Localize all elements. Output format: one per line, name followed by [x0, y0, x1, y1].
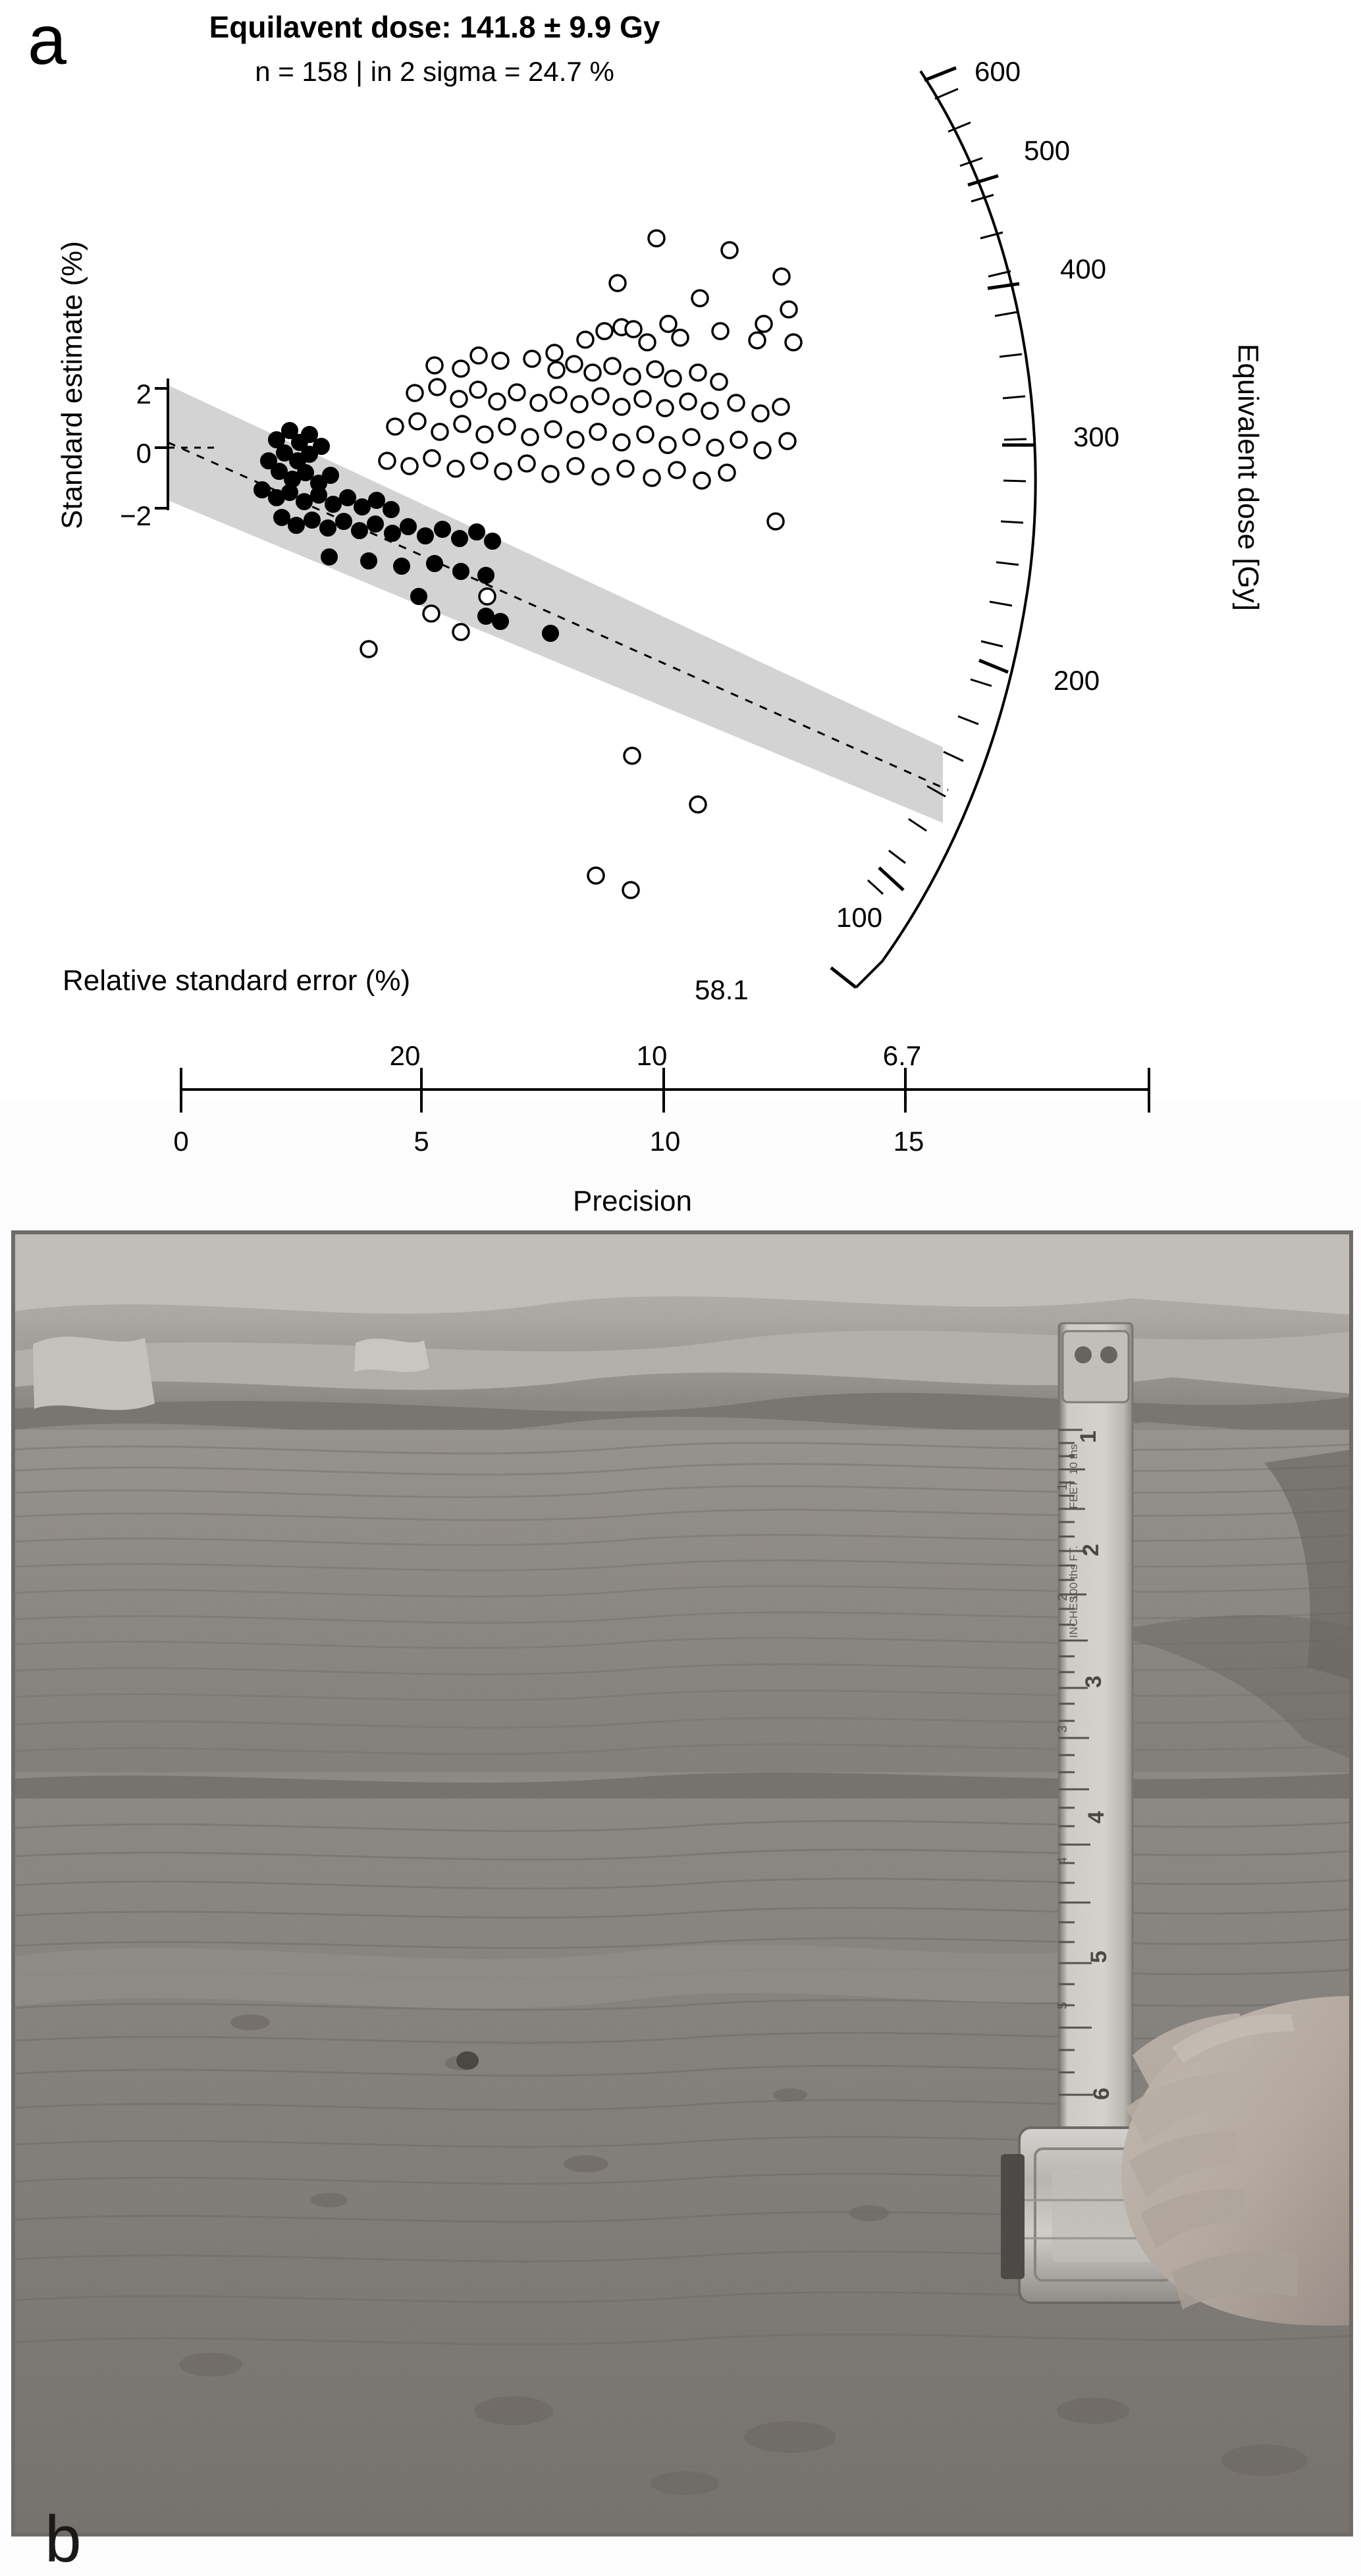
dose-axis-arc [856, 71, 1036, 987]
dose-label-400: 400 [1060, 253, 1107, 284]
svg-text:4: 4 [1055, 1856, 1070, 1864]
precision-tick-label-10: 10 [649, 1126, 681, 1157]
svg-text:5: 5 [1055, 2001, 1070, 2009]
svg-text:4: 4 [1084, 1811, 1109, 1824]
svg-text:100 ths FT.: 100 ths FT. [1067, 1545, 1080, 1601]
svg-text:5: 5 [1086, 1951, 1111, 1963]
dose-label-100: 100 [836, 902, 883, 933]
y-tick-label-minus2: −2 [120, 500, 151, 531]
dose-axis-major-ticks [831, 68, 1034, 987]
dose-label-600: 600 [974, 56, 1021, 87]
svg-text:FEET: FEET [1067, 1480, 1080, 1509]
svg-text:INCHES: INCHES [1067, 1595, 1080, 1638]
svg-text:10 ths: 10 ths [1067, 1444, 1080, 1475]
rse-axis-ticks [181, 1068, 1149, 1090]
y-axis-label: Standard estimate (%) [56, 241, 88, 529]
dose-label-200: 200 [1054, 665, 1100, 696]
precision-tick-label-0: 0 [173, 1126, 189, 1157]
rse-tick-label-6-7: 6.7 [882, 1040, 922, 1071]
precision-axis-ticks [181, 1090, 1149, 1113]
right-axis-label: Equivalent dose [Gy] [1232, 343, 1264, 611]
svg-text:1: 1 [1055, 1483, 1070, 1490]
precision-tick-label-15: 15 [893, 1126, 924, 1157]
chart-subtitle: n = 158 | in 2 sigma = 24.7 % [255, 56, 614, 87]
precision-tick-label-5: 5 [414, 1126, 429, 1157]
rse-tick-label-20: 20 [389, 1040, 421, 1071]
y-tick-label-2: 2 [136, 379, 151, 409]
relative-standard-error-label: Relative standard error (%) [63, 964, 411, 997]
chart-title: Equilavent dose: 141.8 ± 9.9 Gy [209, 10, 660, 44]
precision-axis-label: Precision [573, 1185, 692, 1217]
svg-text:2: 2 [1079, 1544, 1104, 1556]
rse-tick-label-10: 10 [636, 1040, 668, 1071]
panel-a-label: a [28, 1, 67, 79]
panel-b-photograph [13, 1232, 1351, 2576]
dose-axis-min-label: 58.1 [695, 974, 749, 1005]
dose-label-300: 300 [1073, 421, 1120, 452]
outcrop-photo [13, 1232, 1351, 2535]
y-tick-label-0: 0 [136, 438, 151, 469]
svg-text:3: 3 [1055, 1725, 1070, 1733]
svg-text:1: 1 [1076, 1431, 1101, 1443]
dose-label-500: 500 [1024, 135, 1071, 166]
svg-text:3: 3 [1081, 1675, 1106, 1688]
radial-plot-canvas [0, 0, 1361, 1231]
svg-text:6: 6 [1089, 2088, 1114, 2100]
svg-text:2: 2 [1055, 1593, 1070, 1601]
panel-b-label: b [45, 2502, 82, 2576]
panel-a-radial-plot [0, 0, 1361, 1231]
